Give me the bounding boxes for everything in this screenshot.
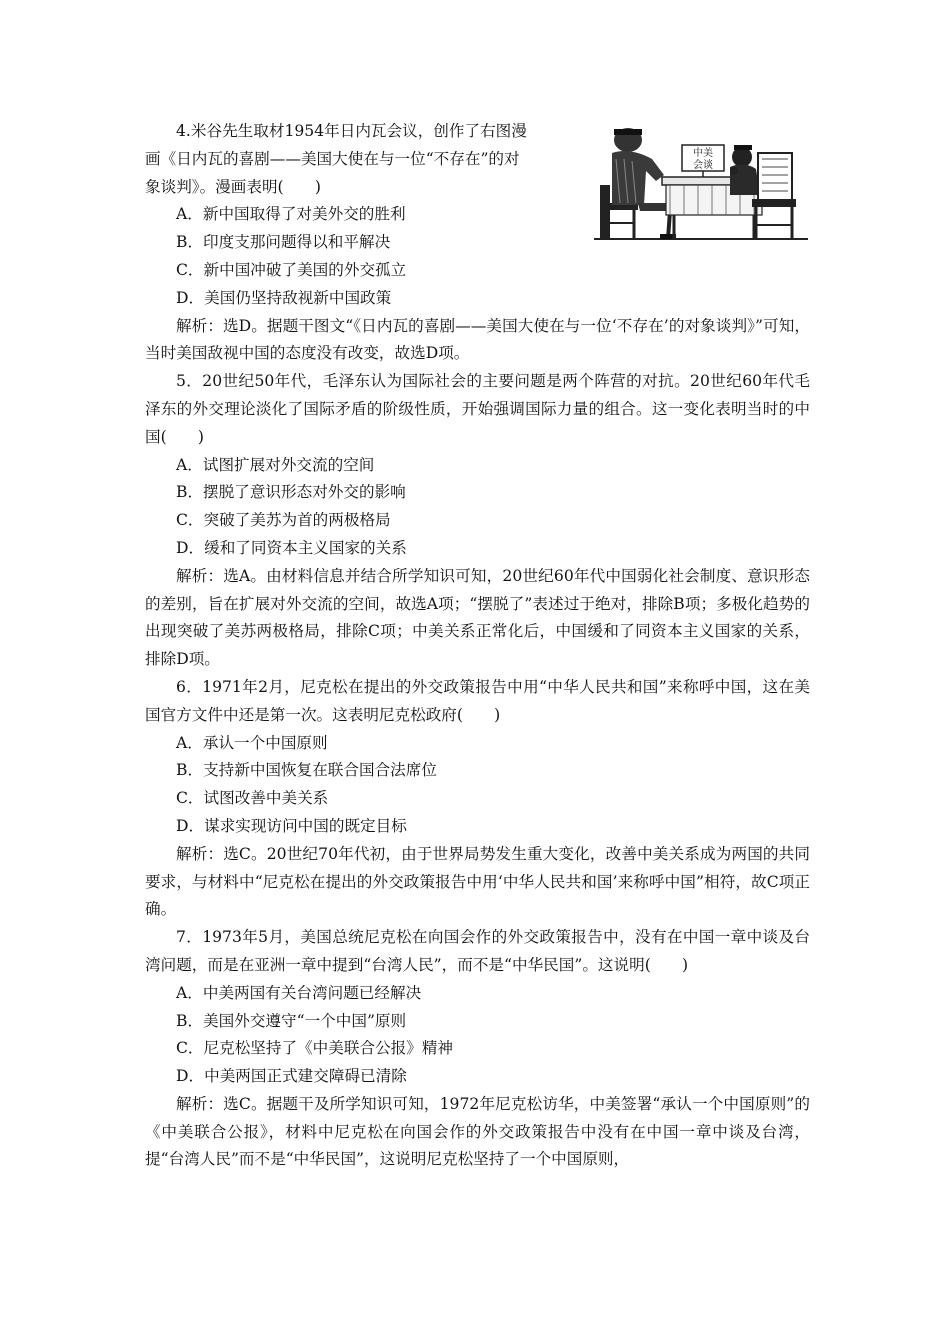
- option-d: D．谋求实现访问中国的既定目标: [176, 816, 407, 835]
- option-a: A．承认一个中国原则: [176, 733, 328, 752]
- question-4: [145, 118, 810, 368]
- option-d: D．美国仍坚持敌视新中国政策: [176, 288, 392, 307]
- option-b: B．摆脱了意识形态对外交的影响: [176, 483, 406, 502]
- option-a: A．中美两国有关台湾问题已经解决: [176, 983, 422, 1002]
- question-stem-line: 4.米谷先生取材1954年日内瓦会议，创作了右图漫: [176, 122, 527, 140]
- option-a: A．试图扩展对外交流的空间: [176, 455, 375, 474]
- option-d: D．缓和了同资本主义国家的关系: [176, 538, 407, 557]
- option-c: C．突破了美苏为首的两极格局: [176, 511, 391, 530]
- option-d: D．中美两国正式建交障碍已清除: [176, 1067, 407, 1086]
- option-c: C．新中国冲破了美国的外交孤立: [176, 260, 407, 279]
- question-6: [145, 674, 810, 924]
- option-c: C．试图改善中美关系: [176, 789, 329, 808]
- analysis: 解析：选D。据题干图文“《日内瓦的喜剧——美国大使在与一位‘不存在’的对象谈判》”可知，当时美国敌视中国的态度没有改变，故选D项。: [145, 316, 810, 363]
- document-body: [145, 118, 810, 1174]
- sign-line-1: 中美: [693, 148, 713, 159]
- question-7: [145, 924, 810, 1174]
- sign-line-2: 会谈: [693, 160, 713, 171]
- question-stem: 5．20世纪50年代，毛泽东认为国际社会的主要问题是两个阵营的对抗。20世纪60年代毛泽东的外交理论淡化了国际矛盾的阶级性质，开始强调国际力量的组合。这一变化表明当时的中国( ): [145, 372, 810, 446]
- option-b: B．支持新中国恢复在联合国合法席位: [176, 761, 437, 780]
- option-b: B．美国外交遵守“一个中国”原则: [176, 1011, 407, 1030]
- option-b: B．印度支那问题得以和平解决: [176, 233, 391, 252]
- question-stem-line: 象谈判》。漫画表明( ): [145, 177, 321, 196]
- question-5: [145, 368, 810, 674]
- option-c: C．尼克松坚持了《中美联合公报》精神: [176, 1039, 454, 1058]
- option-a: A．新中国取得了对美外交的胜利: [176, 205, 406, 224]
- analysis: 解析：选C。据题干及所学知识可知，1972年尼克松访华，中美签署“承认一个中国原则”的《中美联合公报》，材料中尼克松在向国会作的外交政策报告中没有在中国一章中谈及台湾，提“台湾人民”而不是“中华民国”，这说明尼克松坚持了一个中国原则，: [145, 1094, 810, 1169]
- question-stem-line: 画《日内瓦的喜剧——美国大使在与一位“不存在”的对: [145, 149, 520, 168]
- analysis: 解析：选C。20世纪70年代初，由于世界局势发生重大变化，改善中美关系成为两国的共同要求，与材料中“尼克松在提出的外交政策报告中用‘中华人民共和国’来称呼中国”相符，故C项正确。: [145, 844, 810, 919]
- analysis: 解析：选A。由材料信息并结合所学知识可知，20世纪60年代中国弱化社会制度、意识形态的差别，旨在扩展对外交流的空间，故选A项；“摆脱了”表述过于绝对，排除B项；多极化趋势的出现突破了美苏两极格局，排除C项；中美关系正常化后，中国缓和了同资本主义国家的关系，排除D项。: [145, 566, 810, 669]
- question-stem: 7．1973年5月，美国总统尼克松在向国会作的外交政策报告中，没有在中国一章中谈及台湾问题，而是在亚洲一章中提到“台湾人民”，而不是“中华民国”。这说明( ): [145, 928, 810, 974]
- question-stem: 6．1971年2月，尼克松在提出的外交政策报告中用“中华人民共和国”来称呼中国，这在美国官方文件中还是第一次。这表明尼克松政府( ): [145, 677, 810, 724]
